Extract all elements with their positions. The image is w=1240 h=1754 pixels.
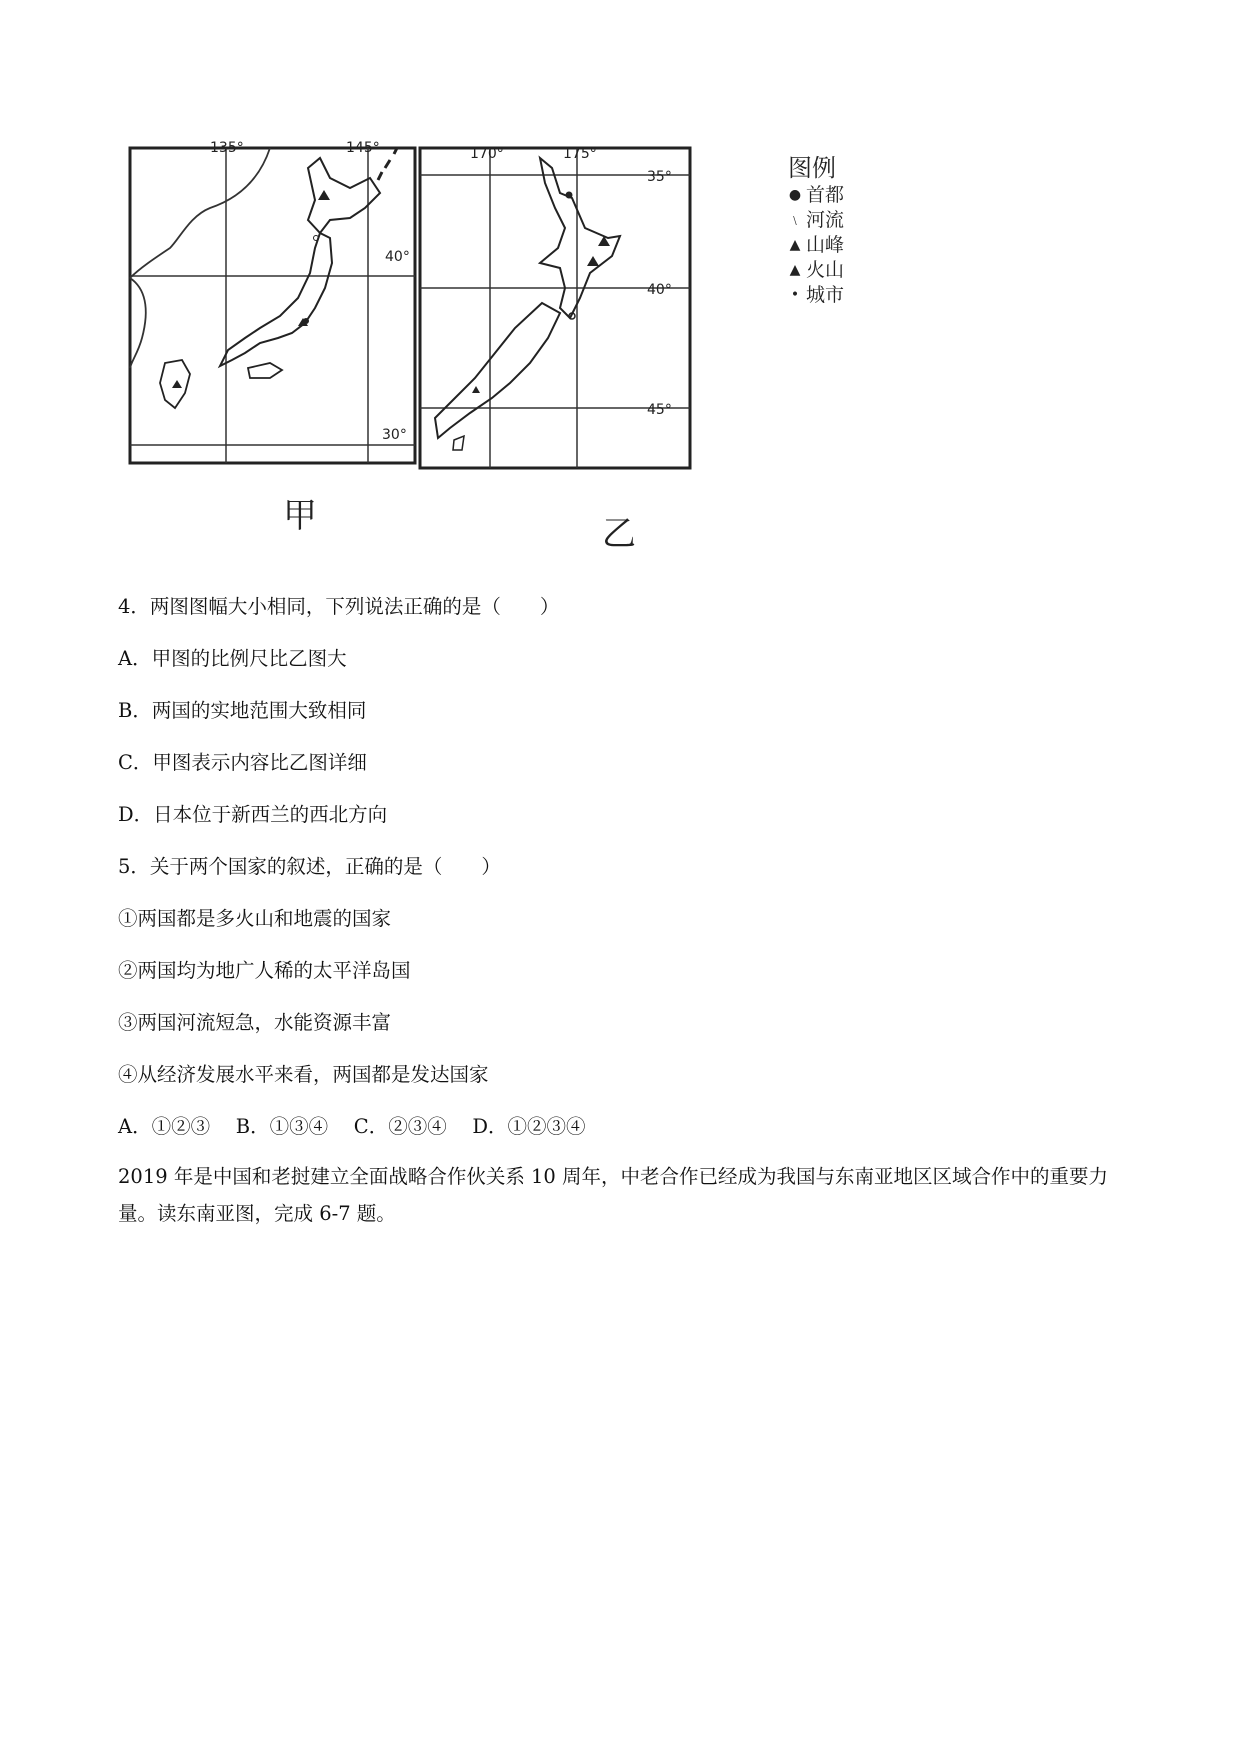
- map-nz-lon-1: 170°: [470, 146, 504, 162]
- map-figure: [120, 138, 860, 558]
- peak-icon: ▲: [789, 237, 801, 253]
- volcano-icon: [318, 190, 330, 200]
- q4-stem: 4．两图图幅大小相同，下列说法正确的是（ ）: [118, 595, 560, 618]
- q4-option-c: C．甲图表示内容比乙图详细: [118, 751, 367, 774]
- q5-statement-2: ②两国均为地广人稀的太平洋岛国: [118, 959, 411, 982]
- map-nz-lon-2: 175°: [563, 146, 597, 162]
- volcano-icon: [172, 380, 182, 388]
- intro-paragraph: 2019 年是中国和老挝建立全面战略合作伙关系 10 周年，中老合作已经成为我国与东南亚地区区域合作中的重要力量。读东南亚图，完成 6-7 题。: [118, 1165, 1109, 1225]
- map-nz-lat-2: 40°: [647, 282, 672, 298]
- map-japan-lat-2: 30°: [382, 427, 407, 443]
- map-japan-caption: 甲: [283, 496, 317, 536]
- map-svg: [120, 138, 860, 558]
- map-japan-lat-1: 40°: [385, 249, 410, 265]
- capital-icon: ●: [788, 187, 802, 203]
- legend-title: 图例: [788, 154, 836, 182]
- map-nz-caption: 乙: [602, 514, 636, 554]
- map-japan-lon-1: 135°: [210, 140, 244, 156]
- q4-option-d: D．日本位于新西兰的西北方向: [118, 803, 388, 826]
- volcano-icon: ▲: [789, 262, 801, 278]
- q5-statement-4: ④从经济发展水平来看，两国都是发达国家: [118, 1063, 489, 1086]
- legend-item: ● 首都: [788, 184, 845, 206]
- q4-option-b: B．两国的实地范围大致相同: [118, 699, 367, 722]
- river-icon: ﹨: [788, 212, 802, 228]
- peak-icon: [472, 386, 480, 393]
- legend-item: ▲ 火山: [789, 259, 845, 281]
- map-nz-lat-3: 45°: [647, 402, 672, 418]
- legend-item: • 城市: [788, 283, 844, 308]
- q5-options: A．①②③ B．①③④ C．②③④ D．①②③④: [118, 1115, 586, 1138]
- q5-statement-3: ③两国河流短急，水能资源丰富: [118, 1011, 392, 1034]
- map-legend: [788, 156, 844, 308]
- legend-item: ﹨ 河流: [788, 209, 845, 231]
- map-nz-lat-1: 35°: [647, 169, 672, 185]
- map-japan: [130, 140, 415, 463]
- map-japan-lon-2: 145°: [346, 140, 380, 156]
- capital-icon: [303, 318, 309, 324]
- q5-statement-1: ①两国都是多火山和地震的国家: [118, 907, 392, 930]
- legend-item: ▲ 山峰: [789, 234, 845, 256]
- q5-stem: 5．关于两个国家的叙述，正确的是（ ）: [118, 855, 501, 878]
- city-icon: [566, 192, 573, 199]
- map-new-zealand: [420, 146, 690, 468]
- q4-option-a: A．甲图的比例尺比乙图大: [118, 647, 347, 670]
- volcano-icon: [587, 256, 599, 266]
- city-icon: •: [790, 287, 800, 303]
